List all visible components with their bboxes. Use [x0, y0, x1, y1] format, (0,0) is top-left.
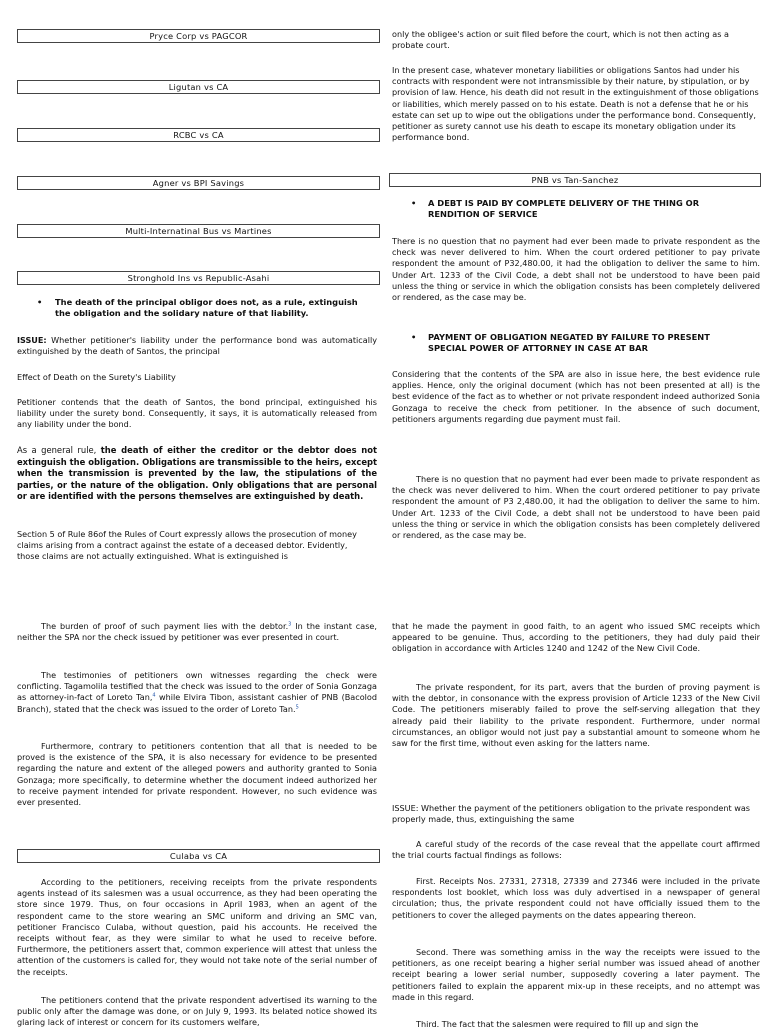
- according-text: According to the petitioners, receiving receipts from the private respondents agents instead of its salesmen was a usual occurrence, as they had been operating the store since 1979. Thus, on four occasions in April 1983, when an agent of the respondent came to the store wearing an SMC uniform and driving an SMC van, petitioner Francisco Culaba, without question, paid his accounts. He received the receipts without fear, as they were similar to what he used to receive before. Furthermore, the petitioners assert that, common experience will attest that unless the attention of the customers is called for, they would not take note of the serial number of the receipts.: [17, 877, 377, 977]
- footnote-ref[interactable]: 3: [288, 621, 292, 628]
- case-box-agner: Agner vs BPI Savings: [17, 176, 380, 190]
- case-box-rcbc: RCBC vs CA: [17, 128, 380, 142]
- no-question-text-1: There is no question that no payment had ever been made to private respondent as the check was never delivered to him. When the court ordered petitioner to pay private respondent the amount of P32,480.00, it had the obligation to deliver the same to him. Under Art. 1233 of the Civil Code, a debt shall not be understood to have been paid unless the thing or service in which the obligation consists has been completely delivered or rendered, as the case may be.: [392, 236, 760, 303]
- first-text: First. Receipts Nos. 27331, 27318, 27339 and 27346 were included in the private respondents lost booklet, which loss was duly advertised in a newspaper of general circulation; thus, the private respondent could not have officially issued them to the petitioners to cover the alleged payments on the dates appearing thereon.: [392, 876, 760, 920]
- present-case-text: In the present case, whatever monetary liabilities or obligations Santos had under his contracts with respondent were not intransmissible by their nature, by stipulation, or by provision of law. Hence, his death did not result in the extinguishment of those obligations or liabilities, which merely passed on to his estate. Death is not a defense that he or his estate can set up to wipe out the obligations under the performance bond. Consequently, petitioner as surety cannot use his death to escape its monetary obligation under its performance bond.: [392, 65, 759, 143]
- case-box-pryce: Pryce Corp vs PAGCOR: [17, 29, 380, 43]
- case-box-multi: Multi-Internatinal Bus vs Martines: [17, 224, 380, 238]
- petitioner-text: Petitioner contends that the death of Santos, the bond principal, extinguished his liability under the surety bond. Consequently, it says, it is automatically released from any liability under the bond.: [17, 397, 377, 430]
- no-question-paragraph-1: [392, 236, 760, 303]
- issue-text: Whether petitioner's liability under the performance bond was automatically extinguished by the death of Santos, the principal: [17, 335, 377, 357]
- second-paragraph: [392, 947, 760, 1003]
- section5-paragraph: [17, 529, 367, 563]
- section5-text: Section 5 of Rule 86of the Rules of Court expressly allows the prosecution of money claims arising from a contract against the estate of a deceased debtor. Evidently, those claims are not actually extinguished. What is extinguished is: [17, 529, 357, 562]
- good-faith-text: that he made the payment in good faith, to an agent who issued SMC receipts which appeared to be genuine. Thus, according to the petitioners, they had duly paid their obligation in accordance with Articles 1240 and 1242 of the New Civil Code.: [392, 621, 760, 654]
- footnote-ref[interactable]: 4: [152, 692, 156, 699]
- second-text: Second. There was something amiss in the way the receipts were issued to the petitioners, as one receipt bearing a higher serial number was issued ahead of another receipt bearing a lower serial number, supposedly covering a later payment. The petitioners failed to explain the apparent mix-up in these receipts, and no attempt was made in this regard.: [392, 947, 760, 1002]
- careful-text: A careful study of the records of the case reveal that the appellate court affirmed the trial courts factual findings as follows:: [392, 839, 760, 861]
- burden-text-a: The burden of proof of such payment lies with the debtor.: [41, 621, 289, 631]
- burden-paragraph: [17, 621, 377, 643]
- good-faith-paragraph: [392, 621, 760, 655]
- testimonies-text-a: The testimonies of petitioners own witnesses regarding the check were conflicting. Tagamolila testified that the check was issued to the order of Sonia Gonzaga as attorney-in-fact of Loreto Tan,: [17, 670, 377, 703]
- bullet-payment: [411, 332, 751, 354]
- no-question-paragraph-2: [392, 474, 760, 541]
- issue-paragraph: [17, 335, 377, 357]
- considering-paragraph: [392, 369, 760, 425]
- effect-text: Effect of Death on the Surety's Liability: [17, 372, 176, 382]
- effect-heading: [17, 372, 377, 383]
- bullet-dot: •: [411, 198, 417, 208]
- according-paragraph: [17, 877, 377, 978]
- bullet-dot: •: [411, 332, 417, 342]
- issue2-text: ISSUE: Whether the payment of the petitioners obligation to the private respondent was properly made, thus, extinguishing the same: [392, 803, 751, 825]
- obligee-text: only the obligee's action or suit filed before the court, which is not then acting as a probate court.: [392, 29, 730, 51]
- careful-paragraph: [392, 839, 760, 861]
- furthermore-paragraph: [17, 741, 377, 808]
- issue-label: ISSUE:: [17, 335, 47, 345]
- general-rule-paragraph: [17, 445, 377, 503]
- contend-text: The petitioners contend that the private respondent advertised its warning to the public only after the damage was done, or on July 9, 1993. Its belated notice showed its glaring lack of interest or concern for its customers welfare,: [17, 995, 377, 1028]
- testimonies-text-b: while Elvira Tibon, assistant cashier of PNB (Bacolod Branch), stated that the check was issued to the order of Loreto Tan.: [17, 692, 377, 714]
- private-resp-paragraph: [392, 682, 760, 749]
- bullet-dot: •: [37, 297, 43, 307]
- present-case-paragraph: [392, 65, 760, 143]
- bullet-payment-text: PAYMENT OF OBLIGATION NEGATED BY FAILURE TO PRESENT SPECIAL POWER OF ATTORNEY IN CASE AT BAR: [428, 332, 710, 353]
- obligee-paragraph: [392, 29, 760, 51]
- general-pre: As a general rule,: [17, 445, 101, 455]
- considering-text: Considering that the contents of the SPA are also in issue here, the best evidence rule applies. Hence, only the original document (which has not been presented at all) is the best evidence of the fact as to whether or not private respondent indeed authorized Sonia Gonzaga to receive the check from petitioner. In the absence of such document, petitioners arguments regarding due payment must fail.: [392, 369, 760, 424]
- case-box-stronghold: Stronghold Ins vs Republic-Asahi: [17, 271, 380, 285]
- petitioner-paragraph: [17, 397, 377, 431]
- no-question-text-2: There is no question that no payment had ever been made to private respondent as the check was never delivered to him. When the court ordered petitioner to pay private respondent the amount of P3 2,480.00, it had the obligation to deliver the same to him. Under Art. 1233 of the Civil Code, a debt shall not be understood to have been paid unless the thing or service in which the obligation consists has been completely delivered or rendered, as the case may be.: [392, 474, 760, 541]
- general-bold: the death of either the creditor or the debtor does not extinguish the obligation. Obligations are transmissible to the heirs, except when the transmission is prevented by the law, the stipulations of the parties, or the nature of the obligation. Only obligations that are personal or are identified with the persons themselves are extinguished by death.: [17, 445, 377, 502]
- case-box-ligutan: Ligutan vs CA: [17, 80, 380, 94]
- furthermore-text: Furthermore, contrary to petitioners contention that all that is needed to be proved is the existence of the SPA, it is also necessary for evidence to be presented regarding the nature and extent of the alleged powers and authority granted to Sonia Gonzaga; more specifically, to determine whether the document indeed authorized her to receive payment intended for private respondent. However, no such evidence was ever presented.: [17, 741, 377, 808]
- case-box-culaba: Culaba vs CA: [17, 849, 380, 863]
- bullet-debt-text: A DEBT IS PAID BY COMPLETE DELIVERY OF THE THING OR RENDITION OF SERVICE: [428, 198, 700, 219]
- burden-text-b: In the instant case, neither the SPA nor the check issued by petitioner was ever presented in court.: [17, 621, 377, 643]
- third-paragraph: [392, 1019, 760, 1030]
- issue2-paragraph: [392, 803, 760, 825]
- third-text: Third. The fact that the salesmen were required to fill up and sign the: [416, 1019, 699, 1029]
- case-box-pnb: PNB vs Tan-Sanchez: [389, 173, 761, 187]
- bullet-death: [37, 297, 375, 319]
- footnote-ref[interactable]: 5: [295, 703, 299, 710]
- bullet-debt: [411, 198, 751, 220]
- private-resp-text: The private respondent, for its part, avers that the burden of proving payment is with the debtor, in consonance with the express provision of Article 1233 of the New Civil Code. The petitioners miserably failed to prove the self-serving allegation that they already paid their liability to the private respondent. Furthermore, under normal circumstances, an obligor would not just pay a substantial amount to someone whom he saw for the first time, without even asking for the latters name.: [392, 682, 760, 749]
- bullet-death-text: The death of the principal obligor does not, as a rule, extinguish the obligation and the solidary nature of that liability.: [55, 297, 358, 318]
- first-paragraph: [392, 876, 760, 921]
- testimonies-paragraph: [17, 670, 377, 715]
